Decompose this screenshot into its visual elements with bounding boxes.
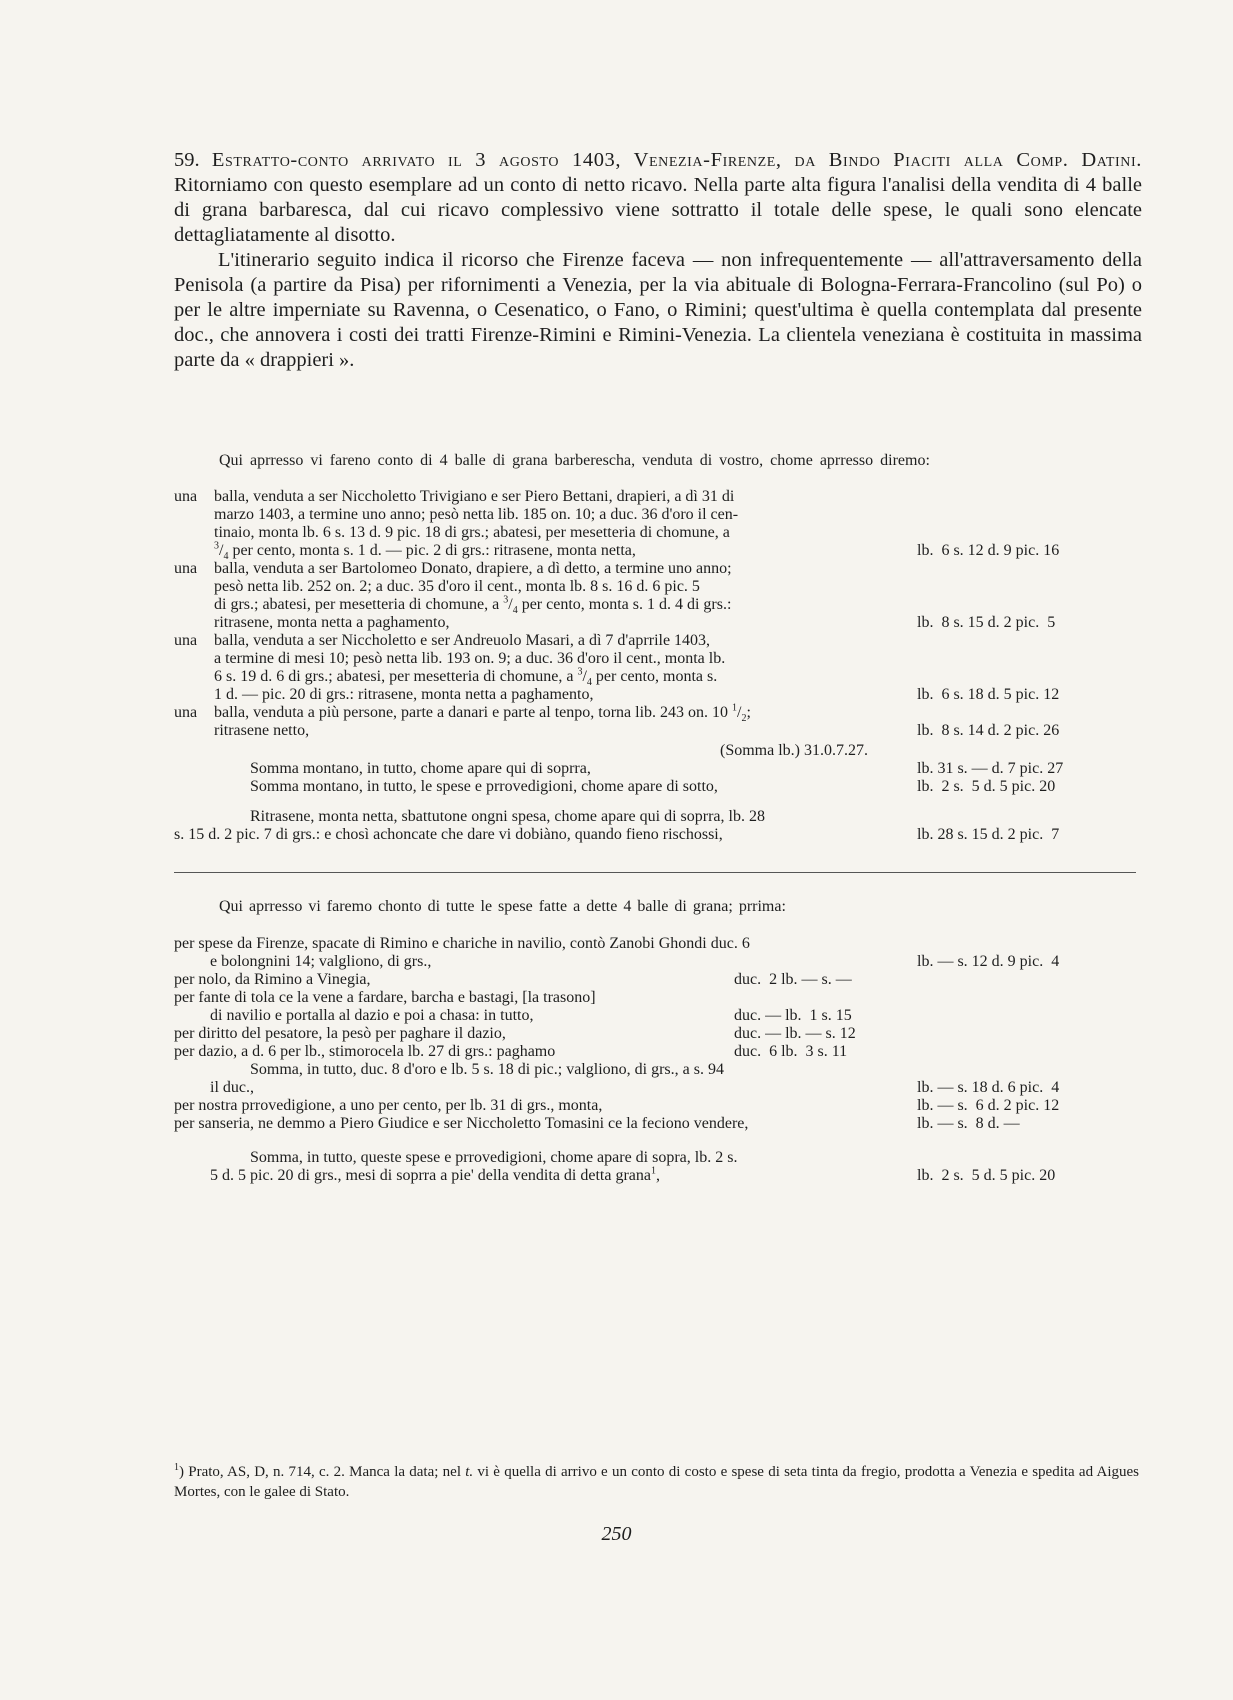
row-line-text: per cento, monta s. 1 d. — pic. 2 di grs.: ritrasene, monta netta, xyxy=(232,542,636,559)
expense-line: di navilio e portalla al dazio e poi a chasa: in tutto, xyxy=(210,1007,534,1024)
row-line: tinaio, monta lb. 6 s. 13 d. 9 pic. 18 di grs.; abatesi, per mesetteria di chomune, a xyxy=(214,524,730,541)
row-line: a termine di mesi 10; pesò netta lib. 193 on. 9; a duc. 36 d'oro il cent., monta lb. xyxy=(214,650,726,667)
fraction-num: 3 xyxy=(577,666,583,678)
row-amount: lb. 6 s. 12 d. 9 pic. 16 xyxy=(917,542,1060,559)
somma-1-amount: lb. 31 s. — d. 7 pic. 27 xyxy=(917,760,1064,777)
row-line: di grs.; abatesi, per mesetteria di chomune, a $^3/_4$ per cento, monta s. 1 d. 4 di grs.: xyxy=(214,594,732,617)
row-lead: una xyxy=(174,560,198,577)
somma-1-label: Somma montano, in tutto, chome apare qui di soprra, xyxy=(250,760,591,777)
footnote: $^1$) Prato, AS, D, n. 714, c. 2. Manca la data; nel t. vi è quella di arrivo e un conto di costo e spese di seta tinta da fregio, prodotta a Venezia e spedita ad Aigues Mortes, con le galee di Stato. xyxy=(174,1462,1140,1500)
doc-number: 59. xyxy=(174,149,200,171)
expense-ducats: duc. — lb. — s. 12 xyxy=(734,1025,856,1042)
fraction-den: 4 xyxy=(512,605,518,617)
row-line: balla, venduta a ser Niccholetto Trivigiano e ser Piero Bettani, drapieri, a dì 31 di xyxy=(214,488,735,505)
expense-line: Somma, in tutto, duc. 8 d'oro e lb. 5 s. 18 di pic.; valgliono, di grs., a s. 94 xyxy=(250,1061,724,1078)
row-line: marzo 1403, a termine uno anno; pesò netta lib. 185 on. 10; a duc. 36 d'oro il cen- xyxy=(214,506,739,523)
row-amount: lb. 8 s. 14 d. 2 pic. 26 xyxy=(917,722,1060,739)
expense-line: per dazio, a d. 6 per lb., stimorocela lb. 27 di grs.: paghamo xyxy=(174,1043,556,1060)
intro-text-1: Ritorniamo con questo esemplare ad un conto di netto ricavo. Nella parte alta figura l'analisi della vendita di 4 balle di grana barbaresca, dal cui ricavo complessivo viene sottratto il totale delle spese, le quali sono elencate dettagliatamente al disotto. xyxy=(174,174,1142,246)
row-amount: lb. 8 s. 15 d. 2 pic. 5 xyxy=(917,614,1056,631)
sales-heading: Qui aprresso vi fareno conto di 4 balle di grana barberescha, venduta di vostro, chome aprresso diremo: xyxy=(219,452,930,469)
row-line: ritrasene, monta netta a paghamento, xyxy=(214,614,450,631)
fraction-den: 4 xyxy=(223,551,229,563)
fraction-num: 3 xyxy=(214,540,219,552)
row-line: balla, venduta a ser Bartolomeo Donato, drapiere, a dì detto, a termine uno anno; xyxy=(214,560,732,577)
footnote-italic: t. xyxy=(465,1464,474,1480)
fraction-den: 2 xyxy=(741,713,747,725)
row-line: 6 s. 19 d. 6 di grs.; abatesi, per mesetteria di chomune, a $^3/_4$ per cento, monta s. xyxy=(214,666,718,689)
section-divider xyxy=(174,872,1136,873)
row-line-text: balla, venduta a più persone, parte a danari e parte al tenpo, torna lib. 243 on. 10 xyxy=(214,704,729,721)
doc-heading: Estratto-conto arrivato il 3 agosto 1403, Venezia-Firenze, da Bindo Piaciti alla Comp. Datini. xyxy=(211,149,1143,171)
row-line: balla, venduta a più persone, parte a danari e parte al tenpo, torna lib. 243 on. 10 $^1/_2$; xyxy=(214,702,751,725)
intro-section xyxy=(174,148,1142,373)
expense-amount: lb. — s. 18 d. 6 pic. 4 xyxy=(917,1079,1060,1096)
row-line: pesò netta lib. 252 on. 2; a duc. 35 d'oro il cent., monta lb. 8 s. 16 d. 6 pic. 5 xyxy=(214,578,700,595)
expense-line: per diritto del pesatore, la pesò per paghare il dazio, xyxy=(174,1025,506,1042)
row-line: 1 d. — pic. 20 di grs.: ritrasene, monta netta a paghamento, xyxy=(214,686,594,703)
expenses-sum-amount: lb. 2 s. 5 d. 5 pic. 20 xyxy=(917,1167,1056,1184)
expense-amount: lb. — s. 12 d. 9 pic. 4 xyxy=(917,953,1060,970)
expense-ducats: duc. 2 lb. — s. — xyxy=(734,971,852,988)
expense-line: per fante di tola ce la vene a fardare, barcha e bastagi, [la trasono] xyxy=(174,989,596,1006)
footnote-text: Prato, AS, D, n. 714, c. 2. Manca la data; nel xyxy=(188,1464,461,1480)
footnote-ref[interactable]: 1 xyxy=(650,1165,656,1177)
expense-line: per spese da Firenze, spacate di Rimino e chariche in navilio, contò Zanobi Ghondi duc. 6 xyxy=(174,935,750,952)
expense-ducats: duc. 6 lb. 3 s. 11 xyxy=(734,1043,848,1060)
row-lead: una xyxy=(174,704,198,721)
somma-2-amount: lb. 2 s. 5 d. 5 pic. 20 xyxy=(917,778,1056,795)
fraction-den: 4 xyxy=(586,677,592,689)
expense-line: e bolongnini 14; valgliono, di grs., xyxy=(210,953,432,970)
somma-note: (Somma lb.) 31.0.7.27. xyxy=(720,742,868,759)
expenses-sum-line-2: 5 d. 5 pic. 20 di grs., mesi di soprra a pie' della vendita di detta grana$^1$, xyxy=(210,1165,660,1184)
row-line-text: per cento, monta s. 1 d. 4 di grs.: xyxy=(521,596,732,613)
row-amount: lb. 6 s. 18 d. 5 pic. 12 xyxy=(917,686,1060,703)
expense-line: per nostra prrovedigione, a uno per cento, per lb. 31 di grs., monta, xyxy=(174,1097,603,1114)
net-line-2: s. 15 d. 2 pic. 7 di grs.: e chosì achoncate che dare vi dobiàno, quando fieno rischossi, xyxy=(174,826,723,843)
expense-line: il duc., xyxy=(210,1079,254,1096)
page-number: 250 xyxy=(601,1523,632,1545)
row-line-text: 6 s. 19 d. 6 di grs.; abatesi, per mesetteria di chomune, a xyxy=(214,668,574,685)
intro-paragraph-1 xyxy=(174,148,1142,248)
somma-2-label: Somma montano, in tutto, le spese e prrovedigioni, chome apare di sotto, xyxy=(250,778,718,795)
fraction-num: 1 xyxy=(732,702,738,714)
row-line-text: per cento, monta s. xyxy=(595,668,718,685)
fraction-num: 3 xyxy=(503,594,509,606)
expense-ducats: duc. — lb. 1 s. 15 xyxy=(734,1007,852,1024)
row-line: ritrasene netto, xyxy=(214,722,310,739)
row-line: $^3/_4$ per cento, monta s. 1 d. — pic. 2 di grs.: ritrasene, monta netta, xyxy=(214,540,636,563)
row-lead: una xyxy=(174,632,198,649)
expense-line: per sanseria, ne demmo a Piero Giudice e ser Niccholetto Tomasini ce la feciono vendere, xyxy=(174,1115,749,1132)
expenses-heading: Qui aprresso vi faremo chonto di tutte le spese fatte a dette 4 balle di grana; prrima: xyxy=(219,898,786,915)
row-line-text: ; xyxy=(746,704,751,721)
net-amount: lb. 28 s. 15 d. 2 pic. 7 xyxy=(917,826,1060,843)
intro-paragraph-2: L'itinerario seguito indica il ricorso che Firenze faceva — non infrequentemente — all'attraversamento della Penisola (a partire da Pisa) per rifornimenti a Venezia, per la via abituale di Bologna-Ferrara-Francolino (sul Po) o per le altre imperniate su Ravenna, o Cesenatico, o Fano, o Rimini; quest'ultima è quella contemplata dal presente doc., che annovera i costi dei tratti Firenze-Rimini e Rimini-Venezia. La clientela veneziana è costituita in massima parte da « drappieri ». xyxy=(174,249,1142,371)
expenses-sum-line-1: Somma, in tutto, queste spese e prrovedigioni, chome apare di sopra, lb. 2 s. xyxy=(250,1149,738,1166)
footnote-mark: 1 xyxy=(174,1462,179,1473)
expense-amount: lb. — s. 6 d. 2 pic. 12 xyxy=(917,1097,1060,1114)
row-line-text: di grs.; abatesi, per mesetteria di chomune, a xyxy=(214,596,500,613)
footnote-text: vi è quella di arrivo e un conto di costo e spese di seta tinta da fregio, prodotta a Venezia e spedita ad Aigues Mortes, con le galee di Stato. xyxy=(174,1464,1140,1500)
row-lead: una xyxy=(174,488,198,505)
net-line-1: Ritrasene, monta netta, sbattutone ongni spesa, chome apare qui di soprra, lb. 28 xyxy=(250,808,765,825)
expense-amount: lb. — s. 8 d. — xyxy=(917,1115,1020,1132)
row-line: balla, venduta a ser Niccholetto e ser Andreuolo Masari, a dì 7 d'aprrile 1403, xyxy=(214,632,711,649)
expense-line: per nolo, da Rimino a Vinegia, xyxy=(174,971,371,988)
expenses-sum-text: 5 d. 5 pic. 20 di grs., mesi di soprra a pie' della vendita di detta grana xyxy=(210,1167,651,1184)
